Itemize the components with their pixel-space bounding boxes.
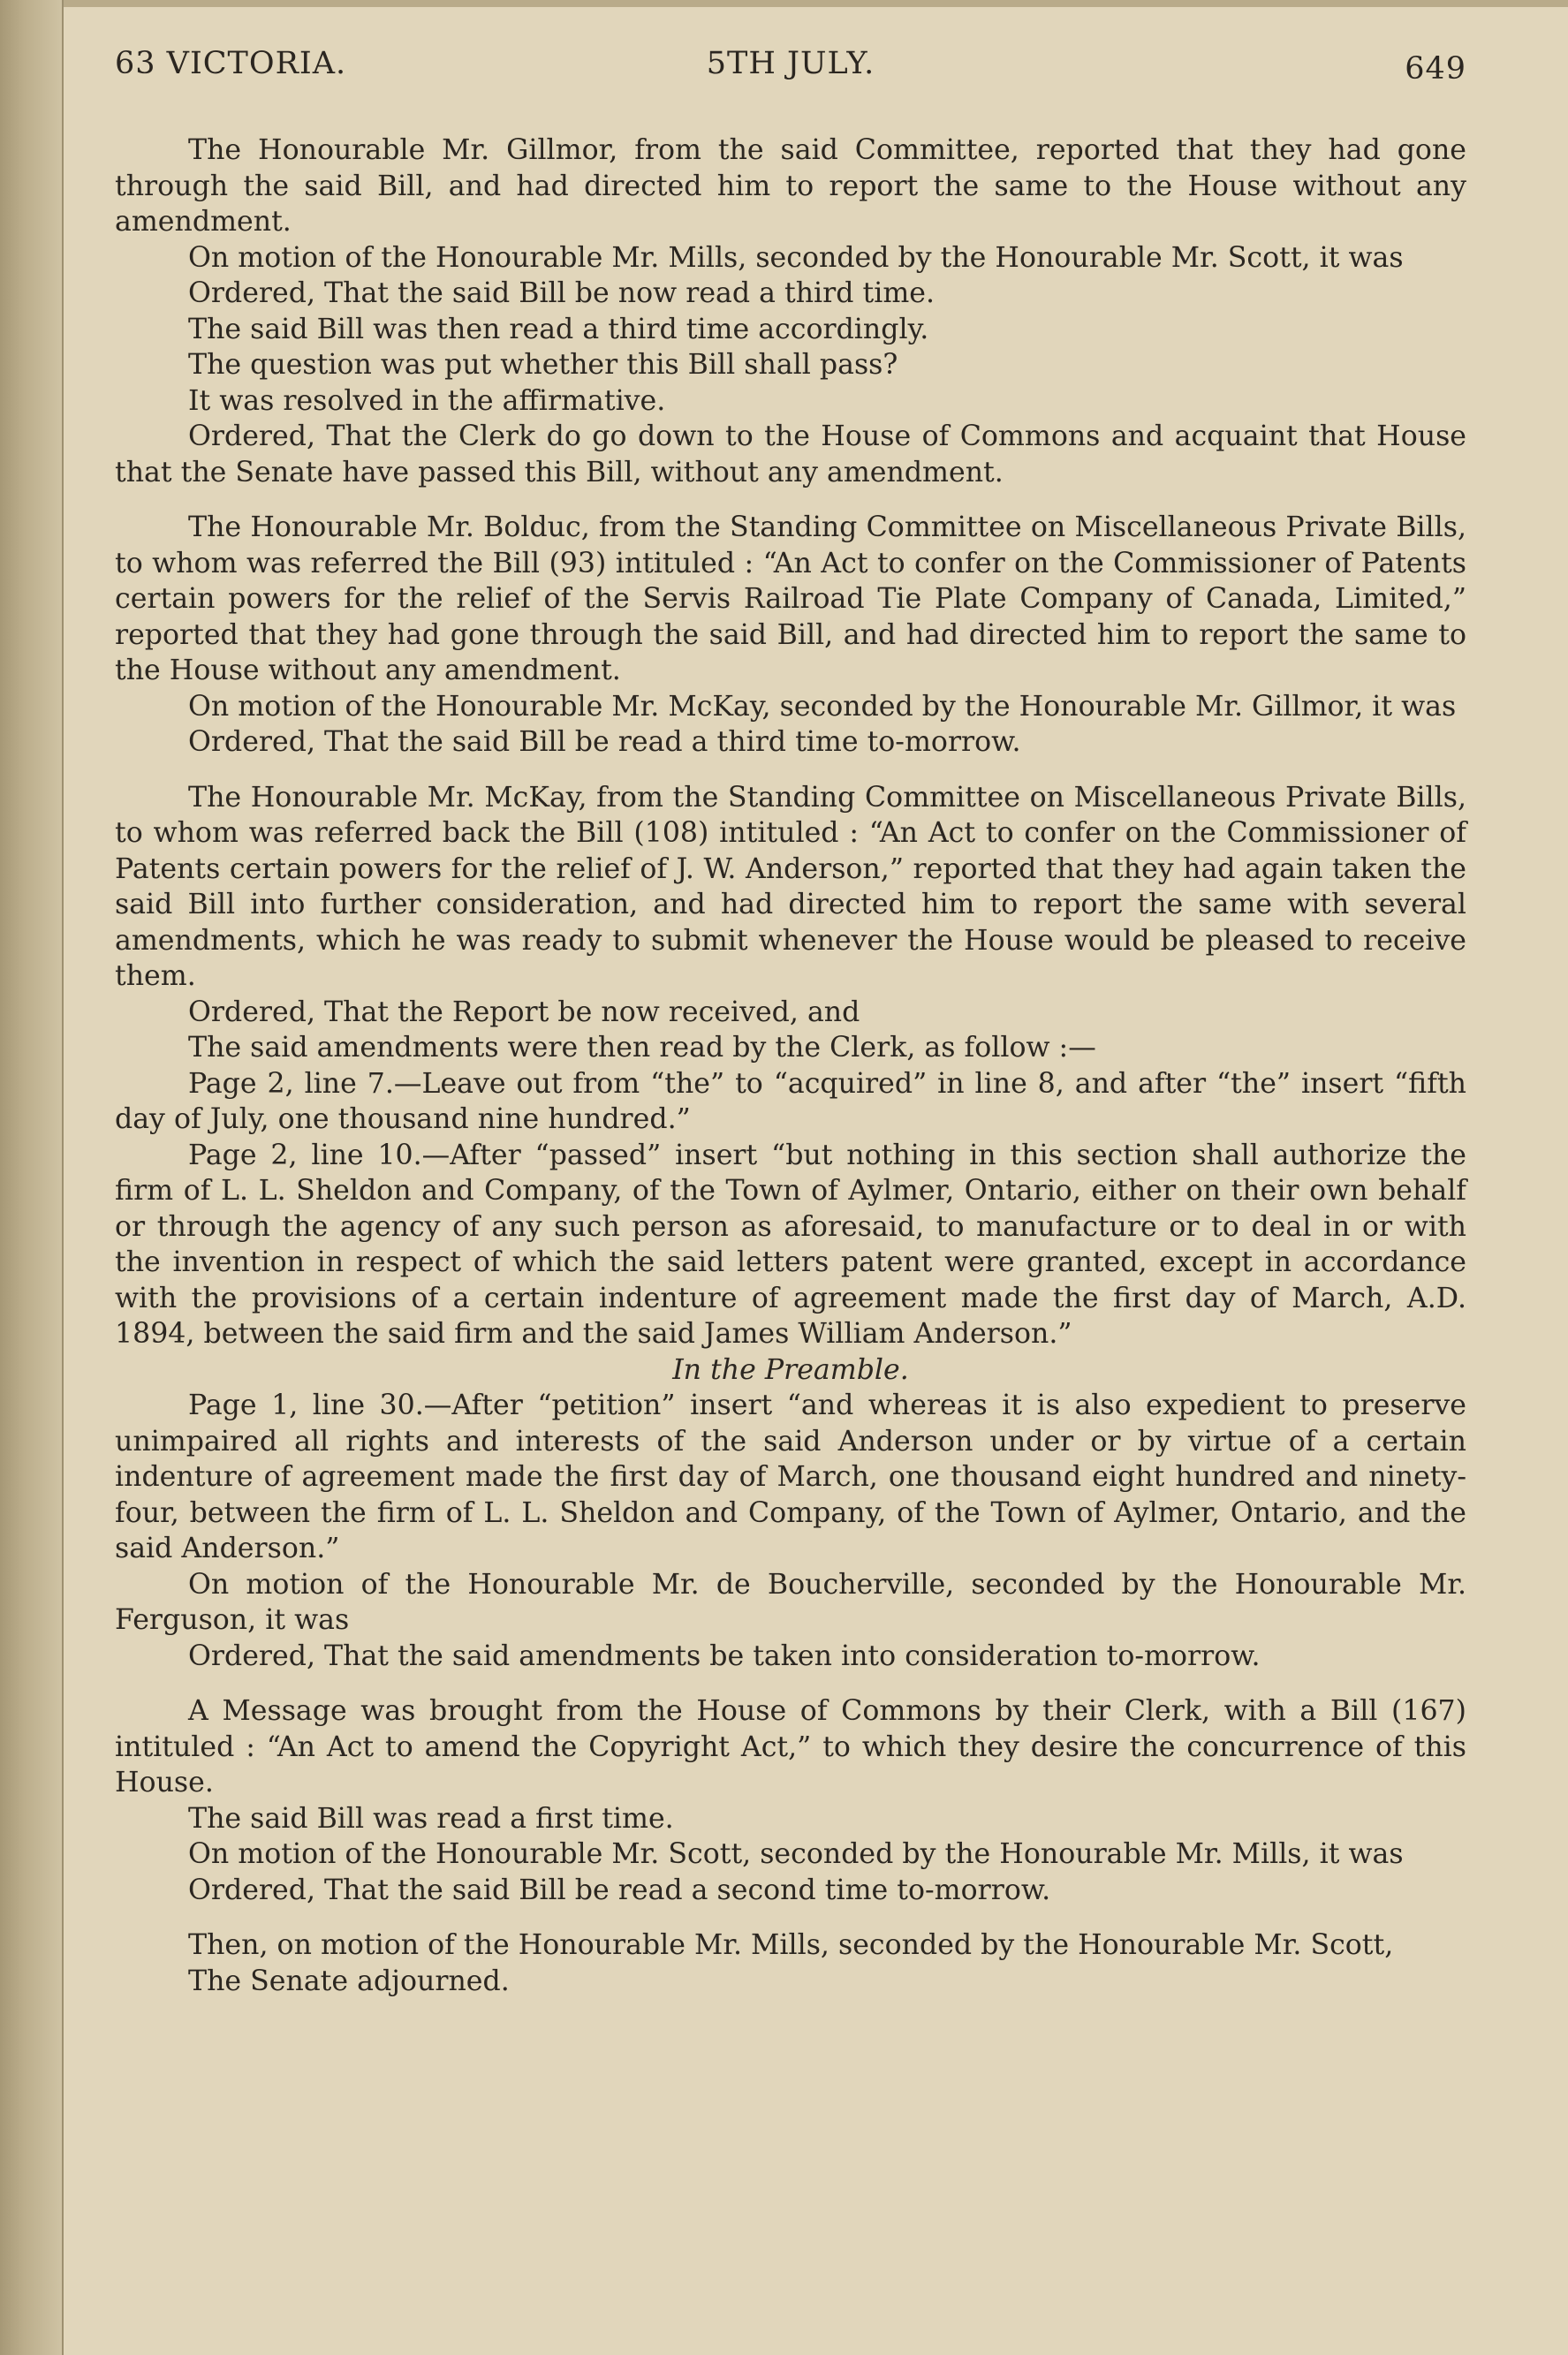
- section-heading: In the Preamble.: [672, 1353, 909, 1386]
- journal-text: [115, 133, 1466, 1999]
- header-session: 63 VICTORIA.: [115, 46, 347, 81]
- page-number: 649: [1405, 51, 1466, 87]
- paragraph: Page 2, line 7.—Leave out from “the” to “acquired” in line 8, and after “the” insert “fifth day of July, one thousand nine hundred.”: [115, 1067, 1466, 1135]
- running-header: [115, 46, 1466, 90]
- paragraph: The question was put whether this Bill shall pass?: [188, 349, 898, 381]
- paragraph: Then, on motion of the Honourable Mr. Mills, seconded by the Honourable Mr. Scott,: [188, 1929, 1394, 1961]
- page-top-edge: [64, 0, 1568, 7]
- header-date: 5TH JULY.: [706, 46, 875, 81]
- paragraph: Ordered, That the said Bill be read a second time to-morrow.: [188, 1874, 1051, 1906]
- paragraph: The Honourable Mr. Bolduc, from the Standing Committee on Miscellaneous Private Bills, to whom was referred the Bill (93) intituled : “An Act to confer on the Commissioner of Patents certain powers for the relief of the Servis Railroad Tie Plate Company of Canada, Limited,” reported that they had gone through the said Bill, and had directed him to report the same to the House without any amendment.: [115, 511, 1466, 686]
- paragraph: Ordered, That the said amendments be taken into consideration to-morrow.: [188, 1639, 1261, 1672]
- paragraph: Page 2, line 10.—After “passed” insert “but nothing in this section shall authorize the firm of L. L. Sheldon and Company, of the Town of Aylmer, Ontario, either on their own behalf or through the agency of any such person as aforesaid, to manufacture or to deal in or with the invention in respect of which the said letters patent were granted, except in accordance with the provisions of a certain indenture of agreement made the first day of March, A.D. 1894, between the said firm and the said James William Anderson.”: [115, 1139, 1466, 1350]
- paragraph: Ordered, That the said Bill be now read a third time.: [188, 277, 935, 309]
- book-binding: [0, 0, 62, 2355]
- paragraph: The Honourable Mr. Gillmor, from the said Committee, reported that they had gone through the said Bill, and had directed him to report the same to the House without any amendment.: [115, 134, 1466, 238]
- paragraph: Page 1, line 30.—After “petition” insert “and whereas it is also expedient to preserve unimpaired all rights and interests of the said Anderson under or by virtue of a certain indenture of agreement made the first day of March, one thousand eight hundred and ninety-four, between the firm of L. L. Sheldon and Company, of the Town of Aylmer, Ontario, and the said Anderson.”: [115, 1390, 1466, 1564]
- paragraph: The said amendments were then read by the Clerk, as follow :—: [188, 1032, 1096, 1064]
- paragraph: It was resolved in the affirmative.: [188, 384, 666, 417]
- paragraph: On motion of the Honourable Mr. McKay, seconded by the Honourable Mr. Gillmor, it was: [188, 690, 1457, 723]
- paragraph: Ordered, That the Report be now received, and: [188, 996, 860, 1028]
- paragraph: On motion of the Honourable Mr. Mills, seconded by the Honourable Mr. Scott, it was: [188, 241, 1404, 274]
- paragraph: The said Bill was read a first time.: [188, 1802, 674, 1835]
- paragraph: Ordered, That the Clerk do go down to the House of Commons and acquaint that House that the Senate have passed this Bill, without any amendment.: [115, 420, 1466, 488]
- paragraph: On motion of the Honourable Mr. de Boucherville, seconded by the Honourable Mr. Ferguson, it was: [115, 1568, 1466, 1636]
- paragraph: The said Bill was then read a third time accordingly.: [188, 313, 929, 345]
- paragraph: Ordered, That the said Bill be read a third time to-morrow.: [188, 726, 1021, 758]
- paragraph: On motion of the Honourable Mr. Scott, seconded by the Honourable Mr. Mills, it was: [188, 1838, 1404, 1870]
- paragraph: A Message was brought from the House of Commons by their Clerk, with a Bill (167) intituled : “An Act to amend the Copyright Act,” to which they desire the concurrence of this House.: [115, 1695, 1466, 1798]
- paragraph: The Senate adjourned.: [188, 1965, 510, 1997]
- paragraph: The Honourable Mr. McKay, from the Standing Committee on Miscellaneous Private Bills, to whom was referred back the Bill (108) intituled : “An Act to confer on the Commissioner of Patents certain powers for the relief of J. W. Anderson,” reported that they had again taken the said Bill into further consideration, and had directed him to report the same with several amendments, which he was ready to submit whenever the House would be pleased to receive them.: [115, 781, 1466, 992]
